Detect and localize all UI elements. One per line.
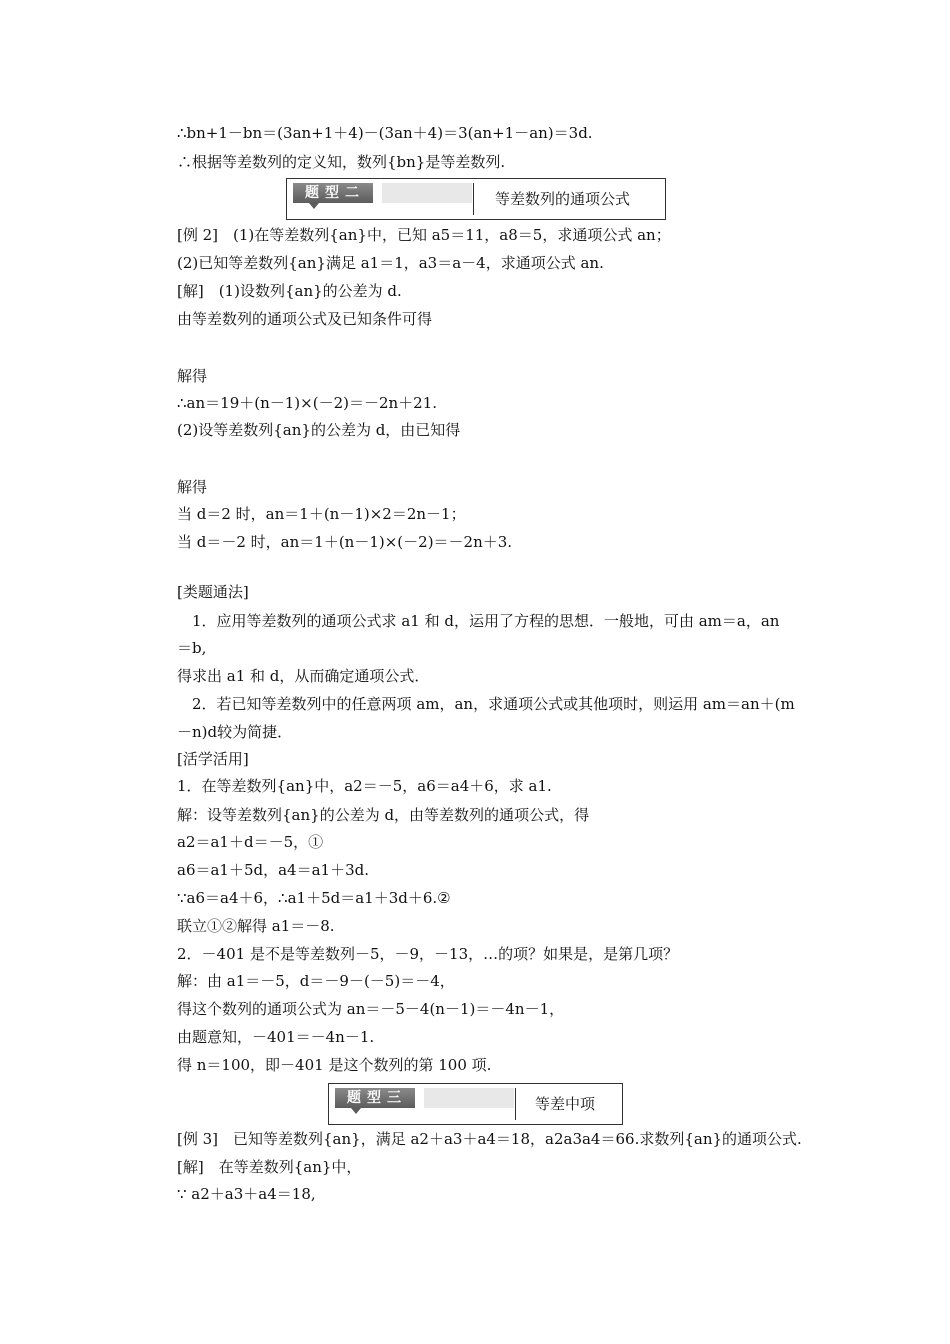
text-line: ∴根据等差数列的定义知，数列{bn}是等差数列. xyxy=(177,153,506,171)
text-line: 2．－401 是不是等差数列－5，－9，－13，…的项？如果是，是第几项？ xyxy=(177,945,679,963)
text-line: ∵a6＝a4＋6，∴a1＋5d＝a1＋3d＋6.② xyxy=(177,889,451,907)
section-tag: 题型三 xyxy=(335,1088,415,1108)
tag-tail xyxy=(382,183,472,203)
text-line: 得 n＝100，即－401 是这个数列的第 100 项. xyxy=(177,1056,492,1074)
section-banner-type-2 xyxy=(286,178,666,220)
text-line: 1．在等差数列{an}中，a2＝－5，a6＝a4＋6，求 a1. xyxy=(177,777,552,795)
section-title: 等差数列的通项公式 xyxy=(495,190,631,208)
tag-notch-icon xyxy=(309,203,319,209)
text-line: 当 d＝－2 时，an＝1＋(n－1)×(－2)＝－2n＋3. xyxy=(177,533,513,551)
text-line: [例 3] 已知等差数列{an}，满足 a2＋a3＋a4＝18，a2a3a4＝66.求数列{an}的通项公式. xyxy=(177,1130,802,1148)
banner-divider xyxy=(473,183,474,215)
text-line: [解] 在等差数列{an}中， xyxy=(177,1158,362,1176)
section-title: 等差中项 xyxy=(535,1095,596,1113)
text-line: 得这个数列的通项公式为 an＝－5－4(n－1)＝－4n－1， xyxy=(177,1000,565,1018)
text-line: ∴bn+1－bn＝(3an+1＋4)－(3an＋4)＝3(an+1－an)＝3d. xyxy=(177,124,593,142)
text-line: 解得 xyxy=(177,478,208,496)
text-line: 联立①②解得 a1＝－8. xyxy=(177,917,335,935)
text-line: [类题通法] xyxy=(177,583,249,601)
text-line: a2＝a1＋d＝－5，① xyxy=(177,833,324,851)
section-tag: 题型二 xyxy=(293,183,373,203)
tag-tail xyxy=(424,1088,514,1108)
text-line: 由题意知，－401＝－4n－1. xyxy=(177,1028,375,1046)
text-line: 1．应用等差数列的通项公式求 a1 和 d，运用了方程的思想．一般地，可由 am＝a，an xyxy=(192,612,780,630)
text-line: [解] (1)设数列{an}的公差为 d. xyxy=(177,282,402,300)
text-line: －n)d较为简捷． xyxy=(177,723,293,741)
text-line: (2)已知等差数列{an}满足 a1＝1，a3＝a－4，求通项公式 an. xyxy=(177,254,604,272)
text-line: 解得 xyxy=(177,367,208,385)
text-line: a6＝a1＋5d，a4＝a1＋3d. xyxy=(177,861,370,879)
banner-divider xyxy=(515,1088,516,1120)
text-line: 由等差数列的通项公式及已知条件可得 xyxy=(177,310,433,328)
tag-notch-icon xyxy=(351,1108,361,1114)
text-line: (2)设等差数列{an}的公差为 d，由已知得 xyxy=(177,421,461,439)
text-line: ＝b, xyxy=(177,639,207,657)
section-banner-type-3 xyxy=(328,1083,623,1125)
text-line: 解：设等差数列{an}的公差为 d，由等差数列的通项公式，得 xyxy=(177,806,590,824)
text-line: ∴an＝19＋(n－1)×(－2)＝－2n＋21. xyxy=(177,394,438,412)
text-line: ∵ a2＋a3＋a4＝18, xyxy=(177,1185,316,1203)
text-line: 当 d＝2 时，an＝1＋(n－1)×2＝2n－1； xyxy=(177,505,466,523)
text-line: [例 2] (1)在等差数列{an}中，已知 a5＝11，a8＝5，求通项公式 an； xyxy=(177,226,671,244)
text-line: 得求出 a1 和 d，从而确定通项公式． xyxy=(177,667,430,685)
text-line: 解：由 a1＝－5，d＝－9－(－5)＝－4， xyxy=(177,972,455,990)
text-line: 2．若已知等差数列中的任意两项 am，an，求通项公式或其他项时，则运用 am＝an＋(m xyxy=(192,695,795,713)
text-line: [活学活用] xyxy=(177,750,249,768)
